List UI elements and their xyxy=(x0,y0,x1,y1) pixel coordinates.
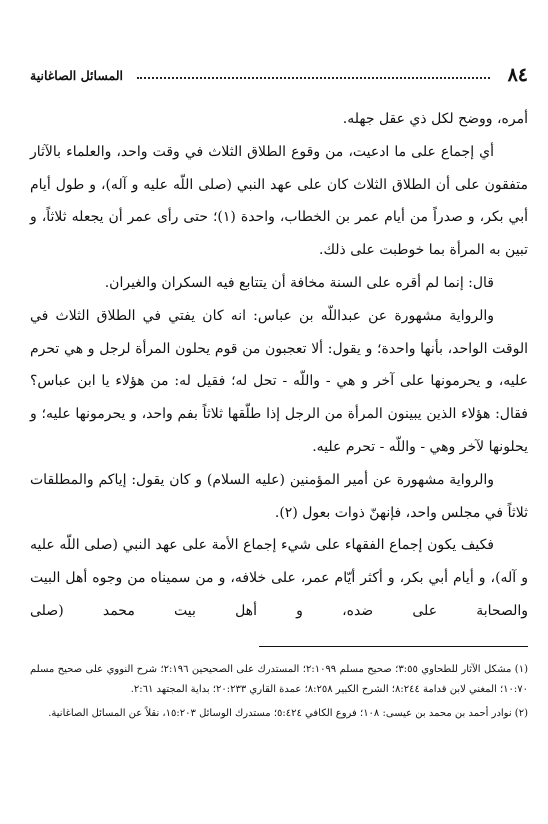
running-title: المسائل الصاغانية xyxy=(30,67,123,83)
main-text xyxy=(30,103,528,628)
footnote: (٢) نوادر أحمد بن محمد بن عيسى: ١٠٨؛ فروع الكافي ٥:٤٢٤؛ مستدرك الوسائل ١٥:٢٠٣، نقلاً عن المسائل الصاغانية. xyxy=(48,707,528,719)
paragraph: أمره، ووضح لكل ذي عقل جهله. xyxy=(342,111,528,127)
paragraph: والرواية مشهورة عن أمير المؤمنين (عليه السلام) و كان يقول: إياكم والمطلقات ثلاثاً في مجلس واحد، فإنهنّ ذوات بعول (٢). xyxy=(30,471,528,521)
page-header xyxy=(30,64,528,86)
page-number: ٨٤ xyxy=(507,64,528,86)
footnote: (١) مشكل الآثار للطحاوي ٣:٥٥؛ صحيح مسلم ٢:١٠٩٩؛ المستدرك على الصحيحين ٢:١٩٦؛ شرح النووي على صحيح مسلم ١٠:٧٠؛ المغني لابن قدامة ٨:٢٤٤؛ الشرح الكبير ٨:٢٥٨؛ عمدة القاري ٢٠:٢٣٣؛ بداية المجتهد ٢:٦١. xyxy=(30,664,528,695)
paragraph: أي إجماع على ما ادعيت، من وقوع الطلاق الثلاث في وقت واحد، والعلماء بالآثار متفقون على أن الطلاق الثلاث كان على عهد النبي (صلى اللّه عليه و آله)، و طول أيام أبي بكر، و صدراً من أيام عمر بن الخطاب، واحدة (١)؛ حتى رأى عمر أن يجعله ثلاثاً، و تبين به المرأة بما خوطبت على ذلك. xyxy=(30,143,528,259)
header-dotted-leader xyxy=(137,77,490,79)
paragraph: فكيف يكون إجماع الفقهاء على شيء إجماع الأمة على عهد النبي (صلى اللّه عليه و آله)، و أيام أبي بكر، و أكثر أيّام عمر، على خلافه، و من سميناه من وجوه أهل البيت والصحابة على ضده، و أهل بيت محمد (صلى xyxy=(30,537,528,619)
footnotes xyxy=(30,660,528,727)
paragraph: قال: إنما لم أقره على السنة مخافة أن يتتابع فيه السكران والغيران. xyxy=(104,274,494,291)
footnote-separator xyxy=(259,646,528,647)
paragraph: والرواية مشهورة عن عبداللّه بن عباس: انه كان يفتي في الطلاق الثلاث في الوقت الواحد، بأنها واحدة؛ و يقول: ألا تعجبون من قوم يحلون المرأة لرجل و هي تحرم عليه، و يحرمونها على آخر و هي - واللّه - تحل له؛ فقيل له: من هؤلاء يا ابن عباس؟ فقال: هؤلاء الذين يبينون المرأة من الرجل إذا طلّقها ثلاثاً بفم واحد، و يحرمونها عليه؛ و يحلونها لآخر وهي - واللّه - تحرم عليه. xyxy=(30,307,528,455)
